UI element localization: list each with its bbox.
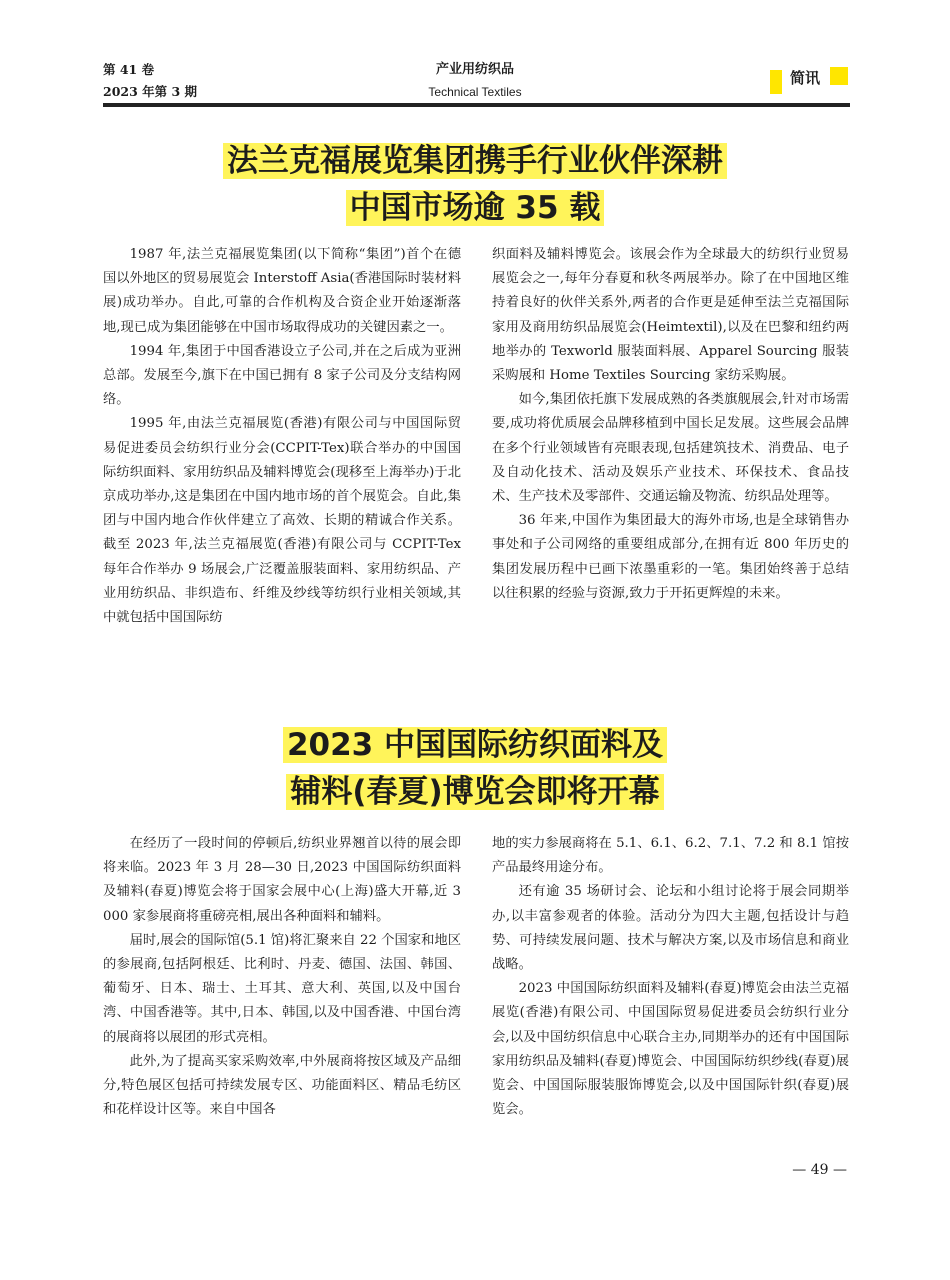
article1-paragraph: 如今,集团依托旗下发展成熟的各类旗舰展会,针对市场需要,成功将优质展会品牌移植到中国长足发展。这些展会品牌在多个行业领域皆有亮眼表现,包括建筑技术、消费品、电子及自动化技术、活动及娱乐产业技术、环保技术、食品技术、生产技术及零部件、交通运输及物流、纺织品处理等。: [492, 392, 849, 505]
article2-left-column: [103, 832, 461, 1122]
page-number: — 49 —: [792, 1162, 847, 1178]
journal-name: [350, 59, 600, 103]
article1-right-column: [492, 243, 849, 606]
article1-paragraph-continued: 织面料及辅料博览会。该展会作为全球最大的纺织行业贸易展览会之一,每年分春夏和秋冬两展举办。除了在中国地区维持着良好的伙伴关系外,两者的合作更是延伸至法兰克福国际家用及商用纺织品展览会(Heimtextil),以及在巴黎和纽约两地举办的 Texworld 服装面料展、Apparel Sourcing 服装采购展和 Home Textiles Sourcing 家纺采购展。: [492, 247, 849, 384]
article2-title-line1: 2023 中国国际纺织面料及: [0, 720, 950, 770]
article2-paragraph-continued: 地的实力参展商将在 5.1、6.1、6.2、7.1、7.2 和 8.1 馆按产品最终用途分布。: [492, 836, 849, 876]
volume-label: 第 41 卷: [103, 62, 155, 77]
article2-title-line2: 辅料(春夏)博览会即将开幕: [0, 767, 950, 817]
section-marker-right: [830, 67, 848, 85]
article2-paragraph: 还有逾 35 场研讨会、论坛和小组讨论将于展会同期举办,以丰富参观者的体验。活动分为四大主题,包括设计与趋势、可持续发展问题、技术与解决方案,以及市场信息和商业战略。: [492, 884, 849, 973]
article1-paragraph: 1994 年,集团于中国香港设立子公司,并在之后成为亚洲总部。发展至今,旗下在中国已拥有 8 家子公司及分支结构网络。: [103, 343, 461, 408]
article1-paragraph: 1987 年,法兰克福展览集团(以下简称“集团”)首个在德国以外地区的贸易展览会 Interstoff Asia(香港国际时装材料展)成功举办。自此,可靠的合作机构及合资企业开始逐渐落地,现已成为集团能够在中国市场取得成功的关键因素之一。: [103, 247, 461, 335]
section-label: 简讯: [790, 69, 821, 87]
article2-paragraph: 此外,为了提高买家采购效率,中外展商将按区域及产品细分,特色展区包括可持续发展专区、功能面料区、精品毛纺区和花样设计区等。来自中国各: [103, 1053, 461, 1118]
article1-paragraph: 1995 年,由法兰克福展览(香港)有限公司与中国国际贸易促进委员会纺织行业分会(CCPIT-Tex)联合举办的中国国际纺织面料、家用纺织品及辅料博览会(现移至上海举办)于北京成功举办,这是集团在中国内地市场的首个展览会。自此,集团与中国内地合作伙伴建立了高效、长期的精诚合作关系。截至 2023 年,法兰克福展览(香港)有限公司与 CCPIT-Tex 每年合作举办 9 场展会,广泛覆盖服装面料、家用纺织品、产业用纺织品、非织造布、纤维及纱线等纺织行业相关领域,其中就包括中国国际纺: [103, 416, 461, 626]
article1-paragraph: 36 年来,中国作为集团最大的海外市场,也是全球销售办事处和子公司网络的重要组成部分,在拥有近 800 年历史的集团发展历程中已画下浓墨重彩的一笔。集团始终善于总结以往积累的经验与资源,致力于开拓更辉煌的未来。: [492, 513, 849, 601]
article1-title-line2: 中国市场逾 35 载: [0, 183, 950, 233]
issue-label: 2023 年第 3 期: [103, 84, 198, 99]
volume-issue: [103, 59, 197, 103]
article2-paragraph: 在经历了一段时间的停顿后,纺织业界翘首以待的展会即将来临。2023 年 3 月 28—30 日,2023 中国国际纺织面料及辅料(春夏)博览会将于国家会展中心(上海)盛大开幕,近 3 000 家参展商将重磅亮相,展出各种面料和辅料。: [103, 836, 461, 924]
article2-right-column: [492, 832, 849, 1122]
header-rule: [103, 103, 850, 107]
journal-name-cn: 产业用纺织品: [435, 62, 514, 77]
article2-paragraph: 2023 中国国际纺织面料及辅料(春夏)博览会由法兰克福展览(香港)有限公司、中国国际贸易促进委员会纺织行业分会,以及中国纺织信息中心联合主办,同期举办的还有中国国际家用纺织品及辅料(春夏)博览会、中国国际纺织纱线(春夏)展览会、中国国际服装服饰博览会,以及中国国际针织(春夏)展览会。: [492, 981, 849, 1118]
journal-name-en: Technical Textiles: [428, 85, 522, 99]
article1-left-column: [103, 243, 461, 630]
article2-paragraph: 届时,展会的国际馆(5.1 馆)将汇聚来自 22 个国家和地区的参展商,包括阿根廷、比利时、丹麦、德国、法国、韩国、葡萄牙、日本、瑞士、土耳其、意大利、英国,以及中国台湾、中国香港等。其中,日本、韩国,以及中国香港、中国台湾的展商将以展团的形式亮相。: [103, 932, 461, 1045]
article1-title-line1: 法兰克福展览集团携手行业伙伴深耕: [0, 136, 950, 186]
section-marker-left: [770, 70, 782, 94]
